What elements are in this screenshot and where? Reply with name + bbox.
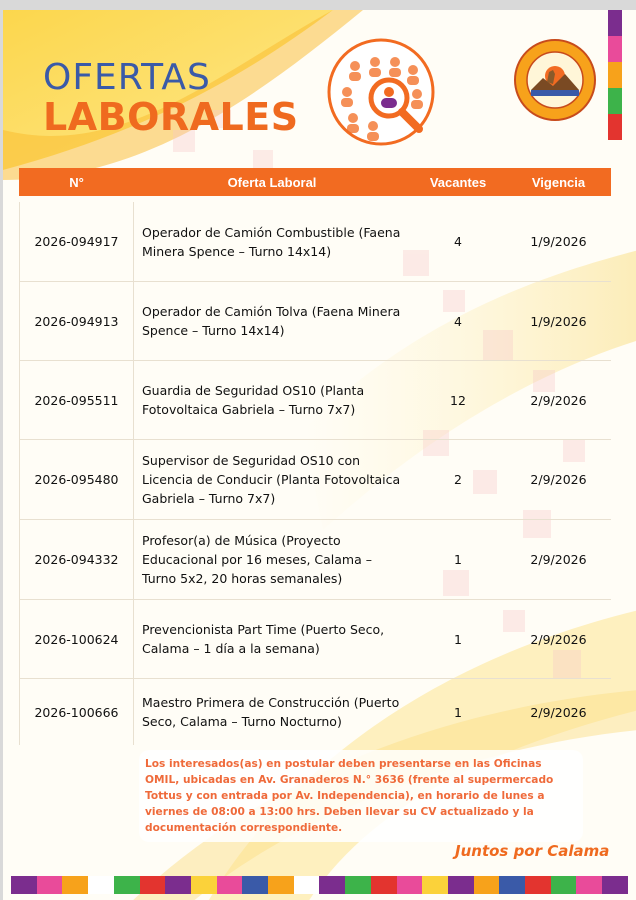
row-validity: 2/9/2026 bbox=[530, 392, 587, 408]
people-search-icon bbox=[325, 36, 443, 154]
table-row bbox=[19, 202, 611, 282]
color-band-bottom bbox=[11, 876, 628, 894]
table-row bbox=[19, 600, 611, 679]
row-vacancies: 2 bbox=[454, 472, 462, 487]
row-offer: Supervisor de Seguridad OS10 con Licencia de Conducir (Planta Fotovoltaica Gabriela – Turno 7x7) bbox=[142, 453, 401, 506]
table-row bbox=[19, 361, 611, 440]
title bbox=[43, 57, 299, 139]
row-offer: Guardia de Seguridad OS10 (Planta Fotovoltaica Gabriela – Turno 7x7) bbox=[142, 383, 365, 417]
table-header bbox=[19, 168, 611, 196]
table-row bbox=[19, 679, 611, 745]
row-validity: 2/9/2026 bbox=[530, 631, 587, 647]
row-number: 2026-100624 bbox=[34, 631, 119, 647]
slogan: Juntos por Calama bbox=[455, 842, 610, 860]
row-vacancies: 1 bbox=[454, 631, 462, 647]
color-strip-right bbox=[608, 10, 622, 140]
application-note-text: Los interesados(as) en postular deben presentarse en las Oficinas OMIL, ubicadas en Av. Granaderos N.° 3636 (frente al supermercado Tottus y con entrada por Av. Independencia), en horario de lunes a viernes de 08:00 a 13:00 hrs. Deben llevar su CV actualizado y la documentación correspondiente. bbox=[145, 758, 554, 834]
row-validity: 2/9/2026 bbox=[530, 552, 587, 567]
row-number: 2026-094913 bbox=[34, 313, 119, 329]
title-line-1: OFERTAS bbox=[43, 57, 211, 98]
table-row bbox=[19, 520, 611, 600]
row-number: 2026-094332 bbox=[34, 552, 119, 567]
row-validity: 2/9/2026 bbox=[530, 472, 587, 487]
row-number: 2026-095511 bbox=[34, 392, 119, 408]
row-number: 2026-100666 bbox=[34, 704, 119, 720]
table-row bbox=[19, 440, 611, 520]
table-body bbox=[19, 196, 611, 745]
row-vacancies: 1 bbox=[454, 704, 462, 720]
application-note bbox=[139, 750, 583, 842]
job-offers-table bbox=[19, 168, 611, 745]
row-offer: Operador de Camión Combustible (Faena Minera Spence – Turno 14x14) bbox=[142, 224, 401, 259]
municipality-seal-icon bbox=[513, 38, 597, 122]
header-vacancies: Vacantes bbox=[429, 174, 487, 190]
row-offer: Profesor(a) de Música (Proyecto Educacional por 16 meses, Calama – Turno 5x2, 20 horas semanales) bbox=[142, 533, 372, 586]
row-vacancies: 4 bbox=[454, 313, 462, 329]
header-validity: Vigencia bbox=[531, 174, 586, 190]
row-offer: Prevencionista Part Time (Puerto Seco, Calama – 1 día a la semana) bbox=[142, 622, 385, 656]
row-offer: Operador de Camión Tolva (Faena Minera Spence – Turno 14x14) bbox=[142, 304, 401, 338]
row-offer: Maestro Primera de Construcción (Puerto Seco, Calama – Turno Nocturno) bbox=[142, 695, 400, 729]
row-vacancies: 12 bbox=[450, 392, 466, 408]
row-validity: 1/9/2026 bbox=[530, 313, 587, 329]
title-line-2: LABORALES bbox=[43, 95, 299, 139]
row-vacancies: 1 bbox=[454, 552, 462, 567]
header-offer: Oferta Laboral bbox=[227, 174, 317, 190]
header-num: N° bbox=[69, 174, 84, 190]
row-validity: 1/9/2026 bbox=[530, 234, 587, 249]
row-vacancies: 4 bbox=[454, 234, 462, 249]
row-number: 2026-094917 bbox=[34, 234, 119, 249]
row-number: 2026-095480 bbox=[34, 472, 119, 487]
table-row bbox=[19, 282, 611, 361]
row-validity: 2/9/2026 bbox=[530, 704, 587, 720]
